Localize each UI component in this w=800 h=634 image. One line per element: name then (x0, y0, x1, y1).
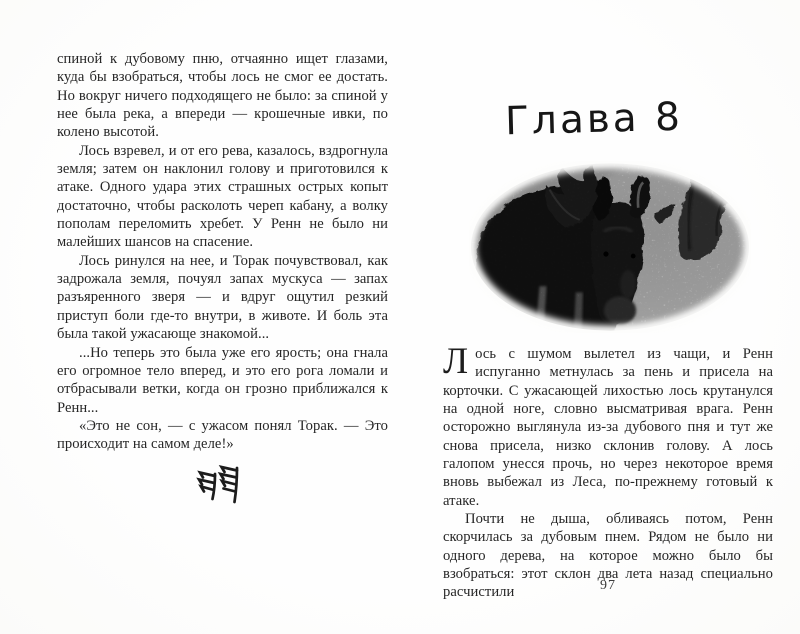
left-page (57, 0, 388, 634)
paragraph: «Это не сон, — с ужасом понял Торак. — Это происходит на самом деле!» (57, 417, 388, 453)
paragraph: Лось ринулся на нее, и Торак почувствовал, как задрожала земля, почуял запах мускуса — запах разъяренного зверя — и вдруг ощутил резкий приступ боли где-то внутри, в животе. И боль эта была такой ужасающе знакомой... (57, 252, 388, 343)
chapter-end-rune-icon (57, 463, 388, 514)
paragraph (443, 341, 773, 510)
left-page-text (57, 50, 388, 514)
paragraph: спиной к дубовому пню, отчаянно ищет глазами, куда бы взобраться, чтобы лось не смог ее достать. Но вокруг ничего подходящего не было: за спиной у нее была река, а впереди — крошечные ивки, по колено высотой. (57, 51, 388, 141)
paragraph: Почти не дыша, обливаясь потом, Ренн скорчилась за дубовым пнем. Рядом не было ни одного дерева, на которое можно было бы взобраться: этот склон два лета назад специально расчистили (443, 511, 773, 601)
paragraph: ...Но теперь это была уже его ярость; она гнала его огромное тело вперед, и это его рога ломали и отбрасывали ветки, когда он грозно приближался к Ренн... (57, 344, 388, 416)
page-number: 97 (600, 578, 616, 593)
chapter-heading: Глава 8 (504, 94, 684, 145)
right-page-text (443, 341, 773, 602)
right-page (443, 0, 773, 634)
dropcap-letter: Л (443, 341, 469, 382)
paragraph: Лось взревел, и от его рева, казалось, вздрогнула земля; затем он наклонил голову и приготовился к атаке. Одного удара этих страшных острых копыт достаточно, чтобы расколоть череп кабану, а волку пополам переломить хребет. У Ренн не было ни малейших шансов на спасение. (57, 142, 388, 251)
paragraph-text: ось с шумом вылетел из чащи, и Ренн испуганно метнулась за пень и присела на корточки. С ужасающей лихостью лось крутанулся на одной ноге, словно высматривая врага. Ренн осторожно выглянула из-за дубового пня и тут же снова присела, низко склонив голову. А лось галопом унесся прочь, но через некоторое время вновь выбежал из Леса, по-прежнему готовый к атаке. (443, 346, 773, 509)
moose-illustration (469, 161, 751, 333)
